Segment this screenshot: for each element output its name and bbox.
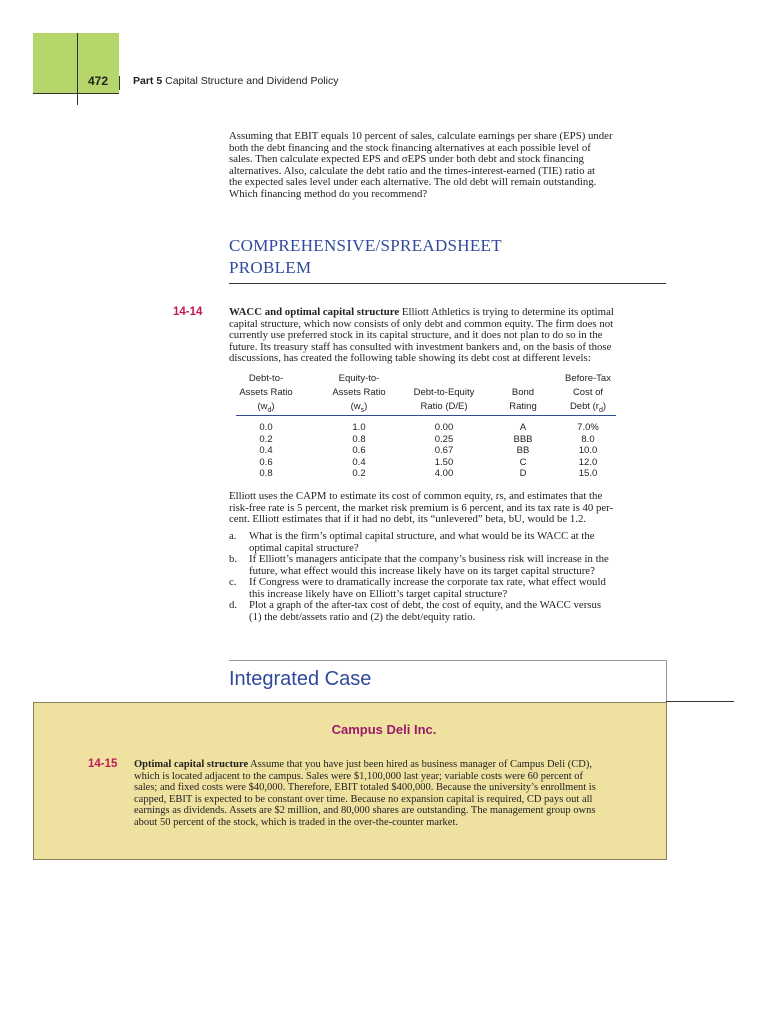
problem-line: future. Its treasury staff has consulted with investment bankers and, on the basis of those xyxy=(229,340,612,353)
table-cell: 7.0% xyxy=(577,422,599,433)
case-line: Assume that you have just been hired as business manager of Campus Deli (CD), xyxy=(248,759,592,770)
table-cell: D xyxy=(519,468,527,479)
table-cell: 0.2 xyxy=(352,468,366,479)
case-line: about 50 percent of the stock, which is traded in the over-the-counter market. xyxy=(134,816,459,828)
table-cell: BBB xyxy=(513,433,533,445)
problem-lead: WACC and optimal capital structure xyxy=(229,306,400,318)
table-row xyxy=(236,422,616,434)
table-header-cell xyxy=(404,372,484,414)
header-line: Assets Ratio xyxy=(239,387,293,398)
question-line: What is the firm’s optimal capital structure, and what would be its WACC at the xyxy=(249,530,595,542)
question-line: If Elliott’s managers anticipate that the company’s business risk will increase in the xyxy=(249,553,609,565)
header-vertical-rule xyxy=(77,33,78,105)
case-lead: Optimal capital structure xyxy=(134,759,249,770)
section-title-line: PROBLEM xyxy=(229,258,312,277)
header-line: Bond xyxy=(511,387,535,398)
table-cell: 4.00 xyxy=(434,468,454,479)
header-line: Cost of xyxy=(572,387,604,398)
question-line: (1) the debt/assets ratio and (2) the debt/equity ratio. xyxy=(249,610,476,623)
intro-line: sales. Then calculate expected EPS and σEPS under both debt and stock financing xyxy=(229,153,584,166)
table-cell: A xyxy=(519,422,527,433)
table-cell: BB xyxy=(516,445,530,456)
intro-line: Which financing method do you recommend? xyxy=(229,187,428,200)
case-paragraph xyxy=(134,759,654,829)
intro-line: Assuming that EBIT equals 10 percent of sales, calculate earnings per share (EPS) under xyxy=(229,130,613,142)
header-line: Debt-to- xyxy=(248,373,284,384)
table-cell: 0.6 xyxy=(352,445,366,456)
table-row xyxy=(236,468,616,480)
table-cell: 0.8 xyxy=(259,468,273,479)
problem-line: currently use preferred stock in its capital structure, and it does not plan to do so in the xyxy=(229,329,603,342)
table-cell: 15.0 xyxy=(578,468,598,479)
question-label: b. xyxy=(229,553,238,565)
table-cell: 8.0 xyxy=(581,433,595,445)
table-row xyxy=(236,457,616,469)
case-right-rule xyxy=(666,660,667,702)
intro-line: alternatives. Also, calculate the debt ratio and the times-interest-earned (TIE) ratio at xyxy=(229,164,596,177)
table-cell: 12.0 xyxy=(578,456,598,468)
integrated-case-heading: Integrated Case xyxy=(229,668,372,690)
header-line: Ratio (D/E) xyxy=(420,401,468,412)
case-extend-rule xyxy=(666,701,734,702)
header-line: Assets Ratio xyxy=(332,387,386,398)
table-row xyxy=(236,445,616,457)
table-header-cell xyxy=(558,372,618,418)
table-row xyxy=(236,434,616,446)
section-title xyxy=(229,235,502,279)
capm-line: cent. Elliott estimates that if it had no debt, its “unlevered” beta, bU, would be 1.2. xyxy=(229,513,587,526)
question-line: If Congress were to dramatically increase the corporate tax rate, what effect would xyxy=(249,576,606,588)
problem-line: discussions, has created the following table showing its debt cost at different levels: xyxy=(229,352,591,365)
header-line: Debt $(r_d)$ xyxy=(569,401,607,414)
problem-number: 14-14 xyxy=(173,306,203,318)
table-cell: 0.00 xyxy=(434,422,454,433)
capm-paragraph xyxy=(229,491,659,526)
header-line: Before-Tax xyxy=(565,373,611,384)
question-line: optimal capital structure? xyxy=(249,541,359,554)
table-cell: 0.4 xyxy=(259,445,273,456)
table-header-rule xyxy=(236,415,616,416)
table-cell: 0.2 xyxy=(259,433,273,445)
question-label: d. xyxy=(229,599,238,611)
intro-line: the expected sales level under each alternative. The old debt will remain outstanding. xyxy=(229,176,597,189)
table-cell: 0.4 xyxy=(352,456,366,468)
table-cell: 0.25 xyxy=(434,433,454,445)
header-line xyxy=(404,372,484,386)
header-line: $(w_d)$ xyxy=(257,401,275,414)
header-line: $(w_s)$ xyxy=(350,401,368,414)
case-problem-number: 14-15 xyxy=(88,758,118,770)
section-divider xyxy=(229,283,666,284)
problem-line: capital structure, which now consists of only debt and common equity. The firm does not xyxy=(229,317,614,330)
question-label: a. xyxy=(229,530,237,542)
case-title: Campus Deli Inc. xyxy=(331,722,437,737)
header-line xyxy=(498,372,548,386)
intro-paragraph xyxy=(229,131,649,201)
case-line: sales; and fixed costs were $40,000. Therefore, EBIT totaled $400,000. Because the university’s enrollment is xyxy=(134,782,596,794)
table-cell: 0.6 xyxy=(259,456,273,468)
case-top-rule xyxy=(229,660,666,661)
table-cell: 0.0 xyxy=(259,422,273,433)
case-line: which is located adjacent to the campus. Sales were $1,100,000 last year; variable costs were 60 percent of xyxy=(134,770,584,782)
table-cell: 1.50 xyxy=(434,456,454,468)
part-title: Capital Structure and Dividend Policy xyxy=(165,75,339,87)
case-line: capped, EBIT is expected to be constant over time. Because no expansion capital is required, CD pays out all xyxy=(134,793,593,805)
question-line: Plot a graph of the after-tax cost of debt, the cost of equity, and the WACC versus xyxy=(249,599,602,611)
table-body xyxy=(236,422,616,480)
problem-paragraph xyxy=(229,307,659,365)
debt-cost-table xyxy=(236,372,616,492)
problem-line: Elliott Athletics is trying to determine its optimal xyxy=(399,306,614,318)
header-line: Debt-to-Equity xyxy=(413,387,475,398)
question-line: future, what effect would this increase likely have on its target capital structure? xyxy=(249,564,595,577)
table-header-cell xyxy=(498,372,548,414)
header-separator xyxy=(119,76,120,90)
header-line: Rating xyxy=(509,401,537,412)
table-header-cell xyxy=(324,372,394,418)
table-cell: 1.0 xyxy=(352,422,366,433)
table-cell: 10.0 xyxy=(578,445,598,456)
page-number: 472 xyxy=(88,74,109,88)
table-cell: 0.67 xyxy=(434,445,454,456)
table-header-cell xyxy=(236,372,296,418)
header-line: Equity-to- xyxy=(338,373,380,384)
header-horizontal-rule xyxy=(33,93,119,94)
table-cell: C xyxy=(519,456,527,468)
capm-line: risk-free rate is 5 percent, the market risk premium is 6 percent, and its tax rate is 40 per- xyxy=(229,501,614,514)
question-label: c. xyxy=(229,576,237,588)
running-header xyxy=(133,75,338,87)
case-line: earnings as dividends. Assets are $2 million, and 80,000 shares are outstanding. The management group owns xyxy=(134,805,596,817)
capm-line: Elliott uses the CAPM to estimate its cost of common equity, rs, and estimates that the xyxy=(229,490,603,502)
intro-line: both the debt financing and the stock financing alternatives at each possible level of xyxy=(229,141,591,154)
question-line: this increase likely have on Elliott’s target capital structure? xyxy=(249,587,508,600)
section-title-line: COMPREHENSIVE/SPREADSHEET xyxy=(229,236,502,255)
part-label: Part 5 xyxy=(133,75,163,87)
table-cell: 0.8 xyxy=(352,433,366,445)
